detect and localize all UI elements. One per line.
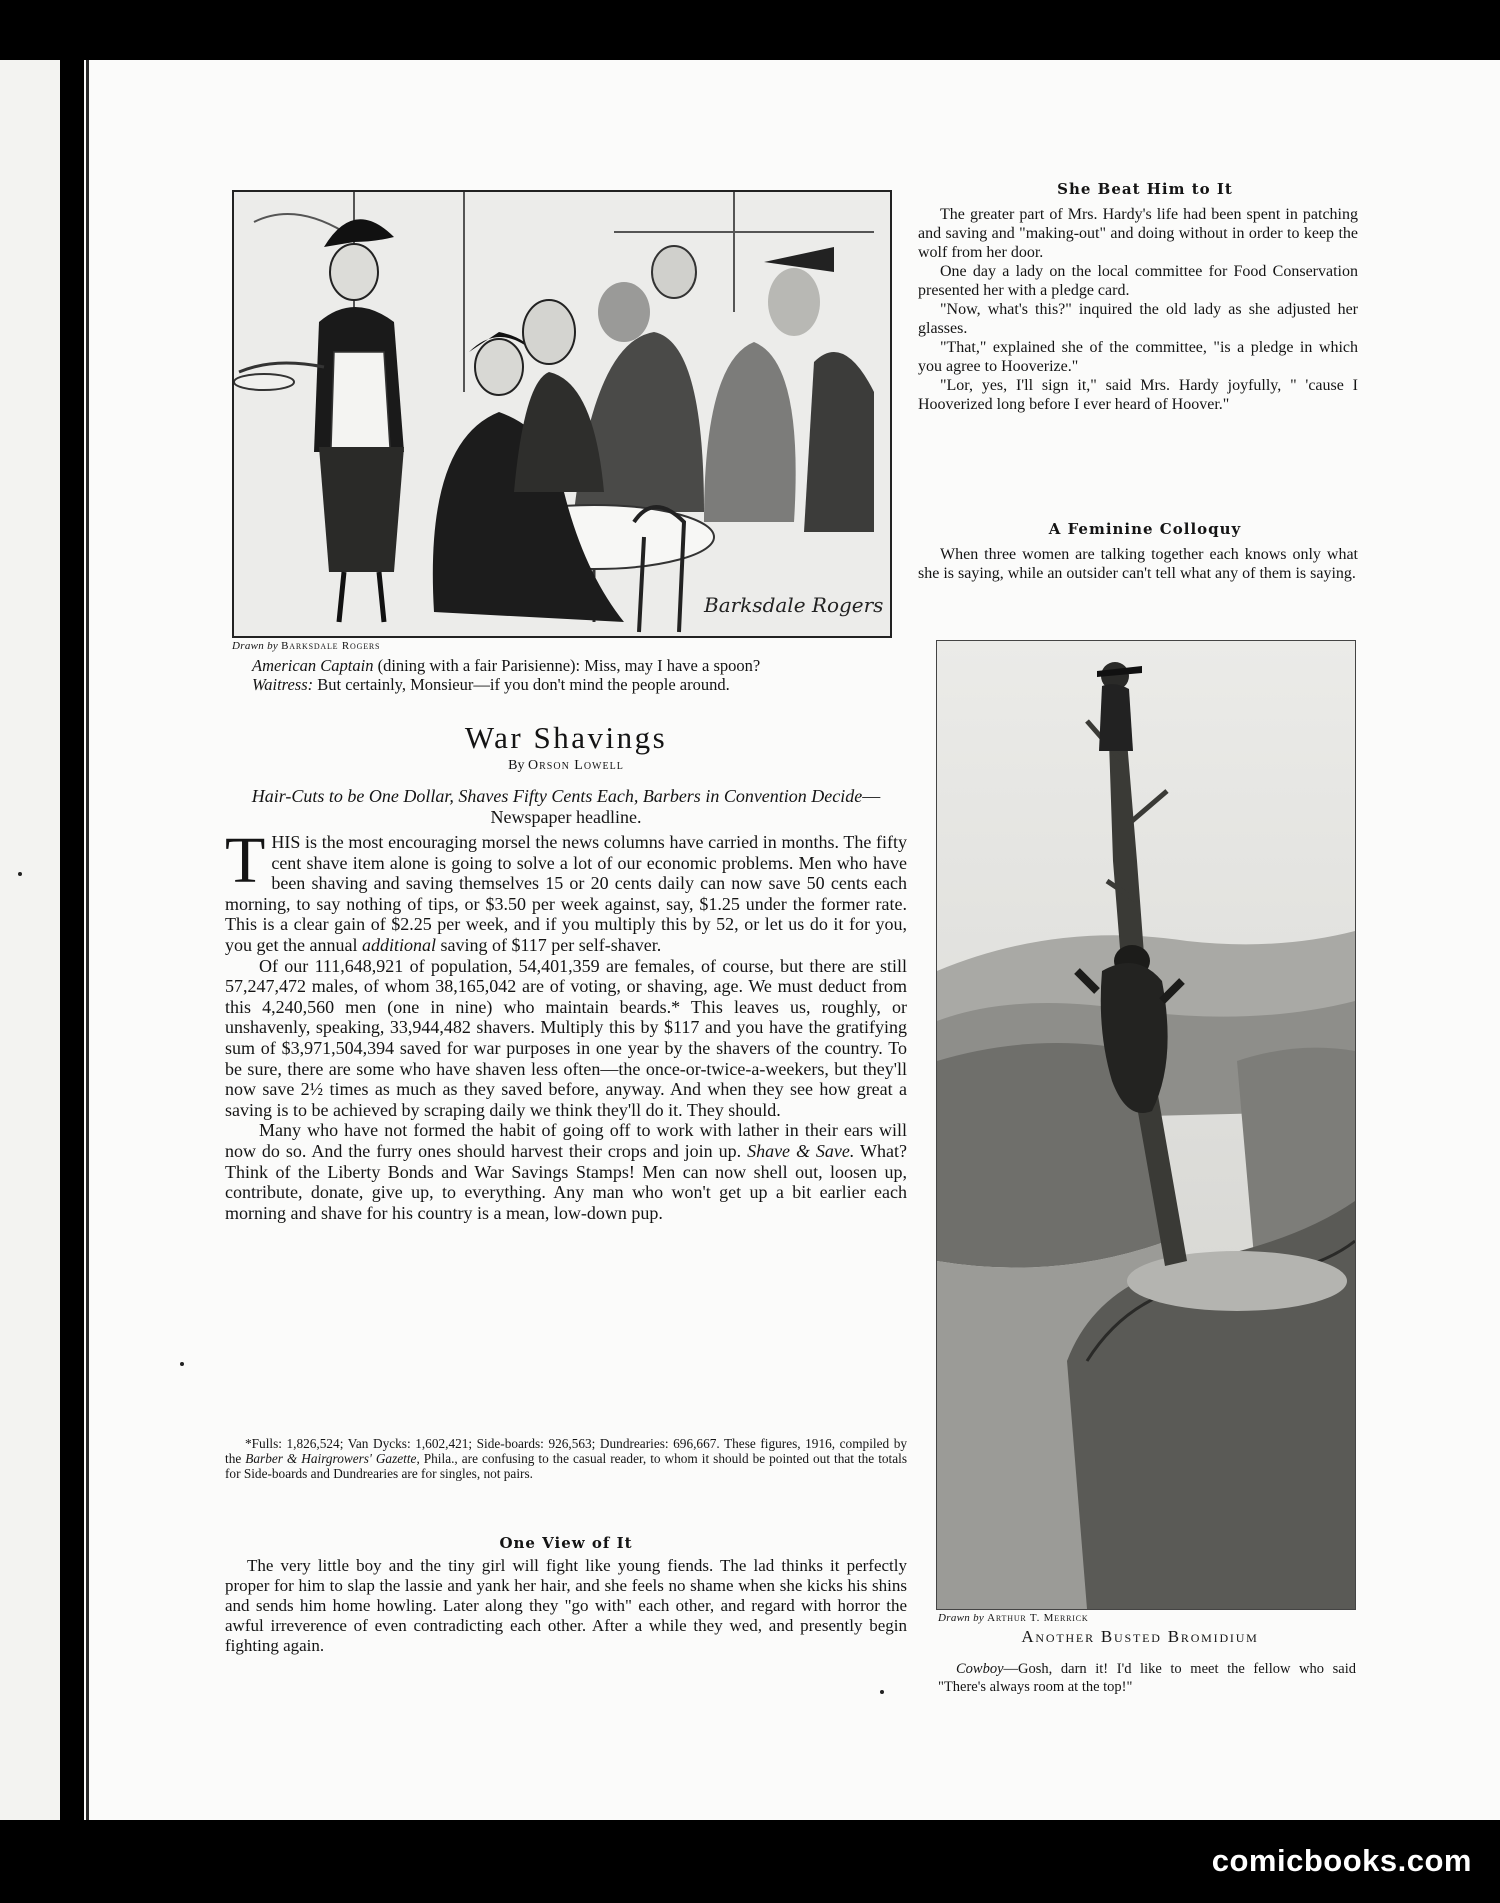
- artist-signature: Barksdale Rogers: [704, 593, 884, 617]
- subhead-source: —Newspaper headline.: [490, 786, 881, 827]
- print-speck: [18, 872, 22, 876]
- site-watermark: comicbooks.com: [1211, 1843, 1472, 1878]
- gutter-line: [86, 60, 89, 1820]
- paragraph-2: Of our 111,648,921 of population, 54,401,359 are females, of course, but there are still 57,247,472 males, of whom 38,165,042 are of voting, or shaving, age. We must deduct from this 4,240,560 men (one in nine) who maintain beards.* This leaves us, roughly, or unshavenly, speaking, 33,944,482 shavers. Multiply this by $117 and you have the gratifying sum of $3,971,504,394 saved for war purposes in one year by the shavers of the country. To be sure, there are some who have shaven less often—the once-or-twice-a-weekers, but they'll now save 2½ times as much as they saved before, anyway. And when they see how great a saving is to be achieved by scraping daily we think they'll do it. They should.: [225, 955, 907, 1120]
- credit-artist: Arthur T. Merrick: [987, 1612, 1089, 1624]
- paragraph-3: Many who have not formed the habit of going off to work with lather in their ears will now do so. And the furry ones should harvest their crops and join up. Shave & Save. What? Think of the Liberty Bonds and War Savings Stamps! Men can now shell out, loosen up, contribute, donate, give up, to everything. Any man who won't get up a bit earlier each morning and shave for his country is a mean, low-down pup.: [225, 1120, 907, 1223]
- bear-cartoon-credit: [938, 1612, 1088, 1624]
- caption-speaker-waitress: Waitress:: [252, 675, 314, 694]
- cafe-cartoon-credit: [232, 640, 380, 652]
- caption-line-captain: (dining with a fair Parisienne): Miss, may I have a spoon?: [373, 656, 761, 675]
- article-subhead: [247, 786, 885, 828]
- credit-prefix: Drawn by: [232, 640, 279, 652]
- article-byline: [225, 758, 907, 774]
- cafe-scene-drawing: [234, 192, 890, 636]
- drop-cap: T: [225, 824, 266, 897]
- bear-tree-drawing: [937, 641, 1355, 1609]
- credit-artist: Barksdale Rogers: [281, 640, 381, 652]
- colloquy-text: When three women are talking together each knows only what she is saying, while an outsider can't tell what any of them is saying.: [918, 546, 1358, 582]
- cafe-cartoon-illustration: [232, 190, 892, 638]
- article-body: [225, 824, 907, 1223]
- paragraph-1: THIS is the most encouraging morsel the news columns have carried in months. The fifty cent shave item alone is going to solve a lot of our economic problems. Men who have been shaving and saving themselves 15 or 20 cents daily can now save 50 cents each morning, to say nothing of tips, or $3.50 per week against, say, $1.25 under the former rate. This is a clear gain of $2.25 per week, and if you multiply this by 52, or let us do it for you, you get the annual additional saving of $117 per self-shaver.: [225, 824, 907, 955]
- credit-prefix: Drawn by: [938, 1612, 985, 1624]
- subhead-headline: Hair-Cuts to be One Dollar, Shaves Fifty Cents Each, Barbers in Convention Decide: [251, 786, 863, 806]
- facing-page-edge: [0, 60, 60, 1820]
- bear-cartoon-caption: Cowboy—Gosh, darn it! I'd like to meet the fellow who said "There's always room at the top!": [938, 1661, 1356, 1695]
- bear-cartoon-title: Another Busted Bromidium: [1021, 1627, 1259, 1646]
- article-footnote: *Fulls: 1,826,524; Van Dycks: 1,602,421; Side-boards: 926,563; Dundrearies: 696,667. These figures, 1916, compiled by the Barber & Hairgrowers' Gazette, Phila., are confusing to the casual reader, to whom it should be pointed out that the totals for Side-boards and Dundrearies are for singles, not pairs.: [225, 1436, 908, 1481]
- bear-cartoon-illustration: [936, 640, 1356, 1610]
- one-view-heading: One View of It: [499, 1534, 633, 1552]
- cafe-cartoon-caption: [252, 656, 912, 694]
- article-title: War Shavings: [464, 720, 668, 755]
- print-speck: [180, 1362, 184, 1366]
- colloquy-heading: A Feminine Colloquy: [1048, 520, 1242, 538]
- one-view-text: The very little boy and the tiny girl will fight like young fiends. The lad thinks it perfectly proper for him to slap the lassie and yank her hair, and she feels no shame when she kicks his shins and sends him home howling. Later along they "go with" each other, and regard with horror the awful irreverence of even contradicting each other. After a while they wed, and presently begin fighting again.: [225, 1556, 907, 1655]
- byline-author: Orson Lowell: [528, 758, 624, 773]
- caption-line-waitress: But certainly, Monsieur—if you don't mind the people around.: [313, 675, 730, 694]
- caption-speaker-cowboy: Cowboy: [956, 1661, 1004, 1677]
- print-speck: [880, 1690, 884, 1694]
- caption-speaker-captain: American Captain: [252, 656, 374, 675]
- byline-prefix: By: [508, 758, 525, 773]
- article-header: [225, 720, 907, 828]
- beat-him-heading: She Beat Him to It: [1057, 180, 1233, 198]
- beat-him-text: The greater part of Mrs. Hardy's life had been spent in patching and saving and "making-out" and doing without in order to keep the wolf from her door. One day a lady on the local committee for Food Conservation presented her with a pledge card. "Now, what's this?" inquired the old lady as she adjusted her glasses. "That," explained she of the committee, "is a pledge in which you agree to Hooverize." "Lor, yes, I'll sign it," said Mrs. Hardy joyfully, " 'cause I Hooverized long before I ever heard of Hoover.": [918, 206, 1358, 413]
